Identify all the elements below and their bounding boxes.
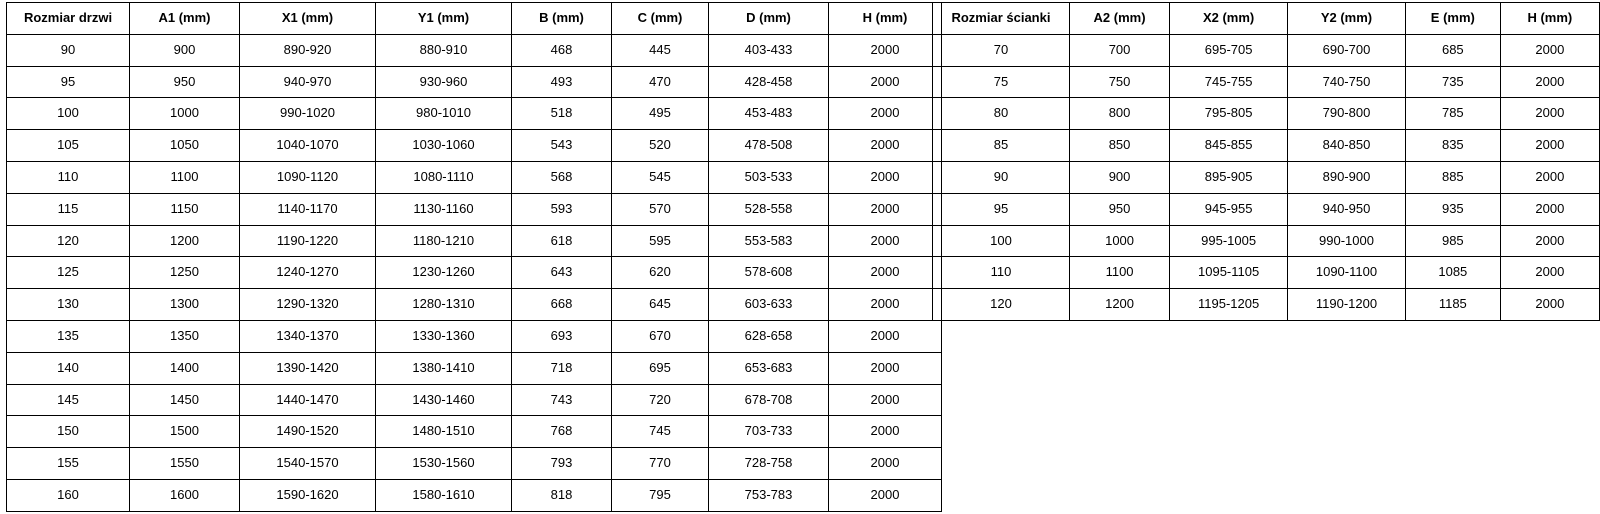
table-cell: 620 xyxy=(612,257,709,289)
table-cell: 940-950 xyxy=(1288,193,1406,225)
table-cell: 935 xyxy=(1405,193,1500,225)
table-cell: 1340-1370 xyxy=(240,320,376,352)
table-cell: 1185 xyxy=(1405,289,1500,321)
table-cell: 2000 xyxy=(829,448,942,480)
table-cell: 995-1005 xyxy=(1170,225,1288,257)
table-cell: 793 xyxy=(512,448,612,480)
table-cell: 2000 xyxy=(1500,225,1599,257)
table-cell: 2000 xyxy=(1500,257,1599,289)
table-row xyxy=(933,257,1600,289)
table-cell: 1480-1510 xyxy=(376,416,512,448)
table-cell: 1150 xyxy=(130,193,240,225)
table-cell: 728-758 xyxy=(709,448,829,480)
table-cell: 1190-1220 xyxy=(240,225,376,257)
table-cell: 768 xyxy=(512,416,612,448)
table-cell: 570 xyxy=(612,193,709,225)
table-row xyxy=(7,352,942,384)
column-header: X1 (mm) xyxy=(240,3,376,35)
table-cell: 1540-1570 xyxy=(240,448,376,480)
table-cell: 95 xyxy=(933,193,1070,225)
table-cell: 145 xyxy=(7,384,130,416)
table-cell: 890-900 xyxy=(1288,161,1406,193)
table-cell: 120 xyxy=(7,225,130,257)
table-cell: 115 xyxy=(7,193,130,225)
table-header-row xyxy=(933,3,1600,35)
table-cell: 795-805 xyxy=(1170,98,1288,130)
table-cell: 120 xyxy=(933,289,1070,321)
table-cell: 403-433 xyxy=(709,34,829,66)
table-cell: 985 xyxy=(1405,225,1500,257)
table-cell: 495 xyxy=(612,98,709,130)
table-cell: 900 xyxy=(130,34,240,66)
table-cell: 595 xyxy=(612,225,709,257)
table-row xyxy=(7,416,942,448)
table-cell: 745 xyxy=(612,416,709,448)
table-cell: 160 xyxy=(7,479,130,511)
table-cell: 1200 xyxy=(1069,289,1169,321)
table-cell: 700 xyxy=(1069,34,1169,66)
table-cell: 990-1000 xyxy=(1288,225,1406,257)
table-cell: 2000 xyxy=(829,161,942,193)
table-cell: 785 xyxy=(1405,98,1500,130)
table-row xyxy=(933,66,1600,98)
table-cell: 518 xyxy=(512,98,612,130)
table-cell: 770 xyxy=(612,448,709,480)
table-row xyxy=(7,479,942,511)
table-row xyxy=(7,289,942,321)
table-cell: 690-700 xyxy=(1288,34,1406,66)
table-row xyxy=(7,257,942,289)
table-cell: 628-658 xyxy=(709,320,829,352)
table-cell: 1330-1360 xyxy=(376,320,512,352)
table-cell: 643 xyxy=(512,257,612,289)
table-cell: 685 xyxy=(1405,34,1500,66)
table-cell: 1195-1205 xyxy=(1170,289,1288,321)
table-row xyxy=(7,98,942,130)
table-cell: 1300 xyxy=(130,289,240,321)
column-header: C (mm) xyxy=(612,3,709,35)
table-row xyxy=(7,193,942,225)
table-cell: 2000 xyxy=(829,352,942,384)
table-cell: 743 xyxy=(512,384,612,416)
table-cell: 2000 xyxy=(829,320,942,352)
table-cell: 735 xyxy=(1405,66,1500,98)
table-cell: 1000 xyxy=(130,98,240,130)
table-cell: 895-905 xyxy=(1170,161,1288,193)
table-cell: 850 xyxy=(1069,130,1169,162)
table-cell: 1085 xyxy=(1405,257,1500,289)
table-row xyxy=(933,130,1600,162)
table-cell: 703-733 xyxy=(709,416,829,448)
table-cell: 95 xyxy=(7,66,130,98)
table-cell: 2000 xyxy=(1500,34,1599,66)
table-cell: 2000 xyxy=(1500,130,1599,162)
table-cell: 2000 xyxy=(1500,289,1599,321)
table-cell: 1240-1270 xyxy=(240,257,376,289)
table-cell: 990-1020 xyxy=(240,98,376,130)
table-row xyxy=(7,225,942,257)
table-cell: 503-533 xyxy=(709,161,829,193)
table-cell: 100 xyxy=(7,98,130,130)
table-cell: 1600 xyxy=(130,479,240,511)
table-cell: 980-1010 xyxy=(376,98,512,130)
table-cell: 945-955 xyxy=(1170,193,1288,225)
table-cell: 693 xyxy=(512,320,612,352)
table-cell: 845-855 xyxy=(1170,130,1288,162)
table-cell: 718 xyxy=(512,352,612,384)
table-cell: 2000 xyxy=(1500,161,1599,193)
door-table-body xyxy=(7,34,942,511)
table-cell: 950 xyxy=(1069,193,1169,225)
table-cell: 453-483 xyxy=(709,98,829,130)
table-cell: 790-800 xyxy=(1288,98,1406,130)
table-cell: 75 xyxy=(933,66,1070,98)
table-row xyxy=(933,161,1600,193)
door-size-table xyxy=(6,2,942,512)
table-cell: 603-633 xyxy=(709,289,829,321)
table-cell: 543 xyxy=(512,130,612,162)
table-cell: 1530-1560 xyxy=(376,448,512,480)
table-cell: 885 xyxy=(1405,161,1500,193)
table-cell: 1590-1620 xyxy=(240,479,376,511)
table-cell: 568 xyxy=(512,161,612,193)
table-cell: 2000 xyxy=(829,289,942,321)
table-cell: 2000 xyxy=(829,384,942,416)
wall-size-table xyxy=(932,2,1600,321)
table-cell: 2000 xyxy=(829,34,942,66)
table-cell: 695-705 xyxy=(1170,34,1288,66)
table-cell: 1090-1120 xyxy=(240,161,376,193)
table-cell: 840-850 xyxy=(1288,130,1406,162)
column-header: D (mm) xyxy=(709,3,829,35)
table-cell: 1100 xyxy=(1069,257,1169,289)
table-cell: 90 xyxy=(7,34,130,66)
table-cell: 890-920 xyxy=(240,34,376,66)
table-cell: 668 xyxy=(512,289,612,321)
table-cell: 468 xyxy=(512,34,612,66)
table-cell: 478-508 xyxy=(709,130,829,162)
column-header: A2 (mm) xyxy=(1069,3,1169,35)
table-cell: 753-783 xyxy=(709,479,829,511)
table-cell: 150 xyxy=(7,416,130,448)
table-cell: 1280-1310 xyxy=(376,289,512,321)
table-cell: 645 xyxy=(612,289,709,321)
table-cell: 740-750 xyxy=(1288,66,1406,98)
table-cell: 1000 xyxy=(1069,225,1169,257)
column-header: Rozmiar ścianki xyxy=(933,3,1070,35)
table-cell: 950 xyxy=(130,66,240,98)
wall-table-header xyxy=(933,3,1600,35)
table-cell: 140 xyxy=(7,352,130,384)
table-cell: 80 xyxy=(933,98,1070,130)
table-row xyxy=(7,384,942,416)
table-cell: 520 xyxy=(612,130,709,162)
table-cell: 835 xyxy=(1405,130,1500,162)
table-cell: 2000 xyxy=(1500,98,1599,130)
table-cell: 1380-1410 xyxy=(376,352,512,384)
table-row xyxy=(933,98,1600,130)
column-header: X2 (mm) xyxy=(1170,3,1288,35)
table-cell: 1130-1160 xyxy=(376,193,512,225)
table-cell: 1450 xyxy=(130,384,240,416)
table-cell: 2000 xyxy=(829,130,942,162)
table-cell: 130 xyxy=(7,289,130,321)
table-cell: 2000 xyxy=(829,416,942,448)
table-cell: 493 xyxy=(512,66,612,98)
table-cell: 653-683 xyxy=(709,352,829,384)
table-row xyxy=(7,320,942,352)
table-row xyxy=(933,289,1600,321)
column-header: Y1 (mm) xyxy=(376,3,512,35)
table-cell: 750 xyxy=(1069,66,1169,98)
table-cell: 2000 xyxy=(1500,193,1599,225)
table-row xyxy=(7,34,942,66)
table-cell: 900 xyxy=(1069,161,1169,193)
table-cell: 1350 xyxy=(130,320,240,352)
table-cell: 545 xyxy=(612,161,709,193)
table-cell: 135 xyxy=(7,320,130,352)
table-cell: 720 xyxy=(612,384,709,416)
table-row xyxy=(933,225,1600,257)
table-cell: 1580-1610 xyxy=(376,479,512,511)
table-row xyxy=(933,34,1600,66)
table-cell: 2000 xyxy=(829,257,942,289)
table-cell: 578-608 xyxy=(709,257,829,289)
table-row xyxy=(933,193,1600,225)
column-header: H (mm) xyxy=(1500,3,1599,35)
table-cell: 2000 xyxy=(829,479,942,511)
table-cell: 1050 xyxy=(130,130,240,162)
table-cell: 470 xyxy=(612,66,709,98)
table-cell: 593 xyxy=(512,193,612,225)
table-cell: 1390-1420 xyxy=(240,352,376,384)
table-cell: 110 xyxy=(7,161,130,193)
table-cell: 1430-1460 xyxy=(376,384,512,416)
table-cell: 1040-1070 xyxy=(240,130,376,162)
table-cell: 1290-1320 xyxy=(240,289,376,321)
table-cell: 800 xyxy=(1069,98,1169,130)
table-cell: 100 xyxy=(933,225,1070,257)
table-cell: 553-583 xyxy=(709,225,829,257)
table-cell: 930-960 xyxy=(376,66,512,98)
table-cell: 940-970 xyxy=(240,66,376,98)
table-cell: 1550 xyxy=(130,448,240,480)
table-cell: 528-558 xyxy=(709,193,829,225)
table-cell: 618 xyxy=(512,225,612,257)
table-cell: 1200 xyxy=(130,225,240,257)
table-cell: 2000 xyxy=(829,66,942,98)
table-cell: 125 xyxy=(7,257,130,289)
table-cell: 2000 xyxy=(829,225,942,257)
door-size-table-container xyxy=(6,2,942,512)
table-cell: 1500 xyxy=(130,416,240,448)
column-header: E (mm) xyxy=(1405,3,1500,35)
table-row xyxy=(7,161,942,193)
table-row xyxy=(7,448,942,480)
table-cell: 1230-1260 xyxy=(376,257,512,289)
table-cell: 795 xyxy=(612,479,709,511)
column-header: A1 (mm) xyxy=(130,3,240,35)
table-cell: 1100 xyxy=(130,161,240,193)
door-table-header xyxy=(7,3,942,35)
column-header: Rozmiar drzwi xyxy=(7,3,130,35)
table-cell: 880-910 xyxy=(376,34,512,66)
table-cell: 445 xyxy=(612,34,709,66)
table-cell: 1250 xyxy=(130,257,240,289)
table-cell: 1140-1170 xyxy=(240,193,376,225)
table-cell: 110 xyxy=(933,257,1070,289)
table-cell: 695 xyxy=(612,352,709,384)
table-cell: 745-755 xyxy=(1170,66,1288,98)
table-cell: 2000 xyxy=(1500,66,1599,98)
table-header-row xyxy=(7,3,942,35)
table-cell: 155 xyxy=(7,448,130,480)
table-cell: 1190-1200 xyxy=(1288,289,1406,321)
table-cell: 2000 xyxy=(829,193,942,225)
column-header: H (mm) xyxy=(829,3,942,35)
table-cell: 428-458 xyxy=(709,66,829,98)
table-cell: 1440-1470 xyxy=(240,384,376,416)
table-cell: 1180-1210 xyxy=(376,225,512,257)
wall-table-body xyxy=(933,34,1600,320)
table-cell: 1095-1105 xyxy=(1170,257,1288,289)
table-cell: 70 xyxy=(933,34,1070,66)
table-cell: 818 xyxy=(512,479,612,511)
wall-size-table-container xyxy=(932,2,1600,321)
table-cell: 2000 xyxy=(829,98,942,130)
table-cell: 1490-1520 xyxy=(240,416,376,448)
table-cell: 1030-1060 xyxy=(376,130,512,162)
table-cell: 678-708 xyxy=(709,384,829,416)
table-cell: 90 xyxy=(933,161,1070,193)
table-row xyxy=(7,130,942,162)
column-header: Y2 (mm) xyxy=(1288,3,1406,35)
table-cell: 105 xyxy=(7,130,130,162)
table-row xyxy=(7,66,942,98)
table-cell: 1400 xyxy=(130,352,240,384)
column-header: B (mm) xyxy=(512,3,612,35)
table-cell: 670 xyxy=(612,320,709,352)
table-cell: 1080-1110 xyxy=(376,161,512,193)
table-cell: 85 xyxy=(933,130,1070,162)
table-cell: 1090-1100 xyxy=(1288,257,1406,289)
